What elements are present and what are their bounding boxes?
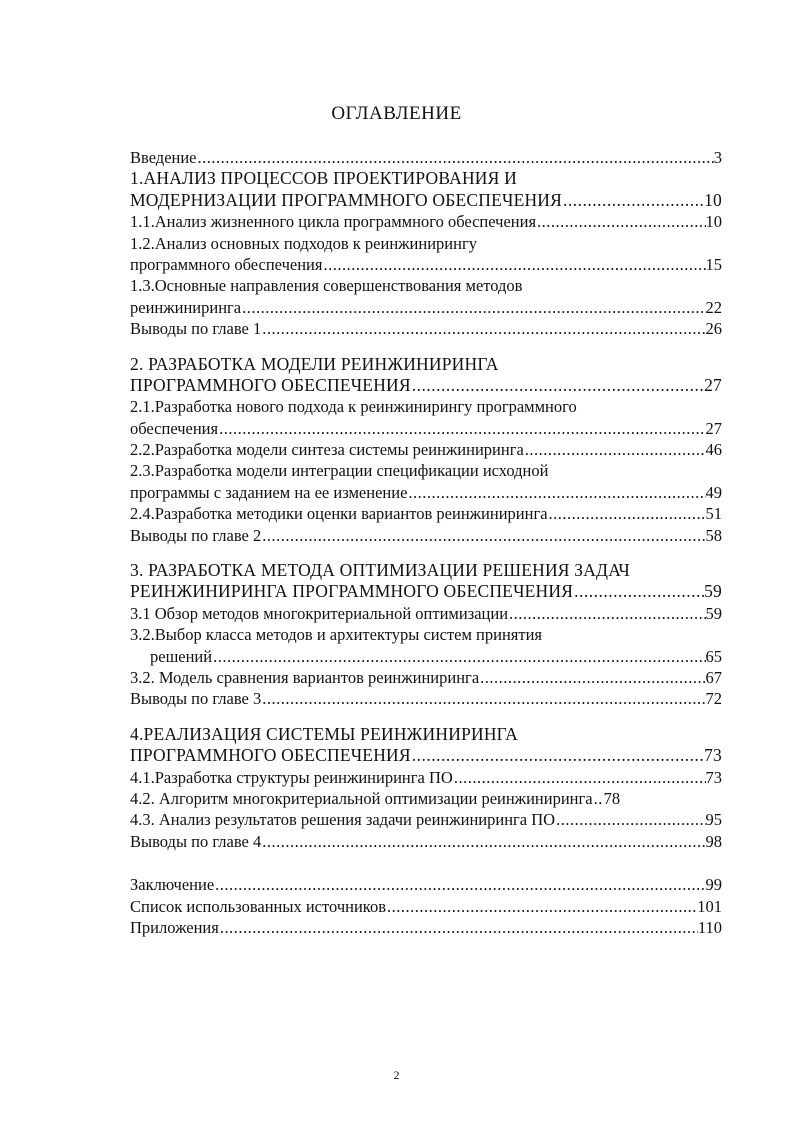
toc-entry-3-1[interactable] — [130, 603, 722, 624]
toc-page: 78 — [603, 788, 621, 808]
toc-entry-summary-4[interactable] — [130, 831, 722, 852]
toc-page: 10 — [705, 212, 722, 232]
toc-page: 58 — [705, 525, 722, 545]
toc-label: Введение — [130, 148, 197, 167]
toc-label: программного обеспечения — [130, 254, 323, 274]
toc-entry-summary-2[interactable] — [130, 525, 722, 546]
toc-entry-chapter-2[interactable] — [130, 375, 722, 396]
toc-label: ПРОГРАММНОГО ОБЕСПЕЧЕНИЯ — [130, 374, 411, 395]
toc-label: МОДЕРНИЗАЦИИ ПРОГРАММНОГО ОБЕСПЕЧЕНИЯ — [130, 189, 563, 210]
toc-label: 4.1.Разработка структуры реинжиниринга ПО — [130, 767, 453, 787]
toc-page: 67 — [705, 667, 722, 687]
toc-label: реинжиниринга — [130, 297, 242, 317]
toc-page: 59 — [704, 581, 722, 602]
toc-entry-2-2[interactable] — [130, 439, 722, 460]
chapter-4-heading: 4.РЕАЛИЗАЦИЯ СИСТЕМЫ РЕИНЖИНИРИНГА — [130, 723, 518, 744]
toc-label: 3.2. Модель сравнения вариантов реинжиниринга — [130, 667, 480, 687]
toc-page: 101 — [697, 896, 722, 916]
toc-entry-2-3[interactable] — [130, 482, 722, 503]
toc-page: 46 — [705, 440, 722, 460]
toc-label: Список использованных источников — [130, 896, 386, 916]
toc-label: 2.4.Разработка методики оценки вариантов реинжиниринга — [130, 504, 548, 524]
toc-page: 110 — [697, 917, 722, 937]
toc-page: 98 — [705, 831, 722, 851]
toc-entry-4-3[interactable] — [130, 809, 722, 830]
toc-label: программы с заданием на ее изменение — [130, 482, 408, 502]
toc-page: 59 — [705, 603, 722, 623]
toc-label: Приложения — [130, 917, 219, 937]
toc-label: 4.2. Алгоритм многокритериальной оптимизации реинжиниринга — [130, 788, 593, 808]
toc-entry-chapter-4[interactable] — [130, 745, 722, 766]
toc-page: 26 — [705, 319, 722, 339]
toc-label: Выводы по главе 1 — [130, 319, 262, 339]
toc-entry-sources[interactable] — [130, 896, 722, 917]
toc-entry-2-1-line1: 2.1.Разработка нового подхода к реинжинирингу программного — [130, 397, 577, 417]
toc-entry-2-1[interactable] — [130, 418, 722, 439]
toc-entry-2-3-line1: 2.3.Разработка модели интеграции спецификации исходной — [130, 461, 549, 481]
page-title: ОГЛАВЛЕНИЕ — [331, 103, 462, 124]
toc-label: Заключение — [130, 875, 215, 895]
toc-page: 65 — [705, 646, 722, 666]
toc-entry-2-4[interactable] — [130, 503, 722, 524]
chapter-3-heading: 3. РАЗРАБОТКА МЕТОДА ОПТИМИЗАЦИИ РЕШЕНИЯ ЗАДАЧ — [130, 560, 630, 581]
toc-page: 15 — [705, 254, 722, 274]
toc-page: 22 — [705, 297, 722, 317]
page-number: 2 — [393, 1068, 400, 1082]
toc-page: 95 — [705, 810, 722, 830]
toc-entry-intro[interactable] — [130, 147, 722, 168]
toc-entry-3-2-line1: 3.2.Выбор класса методов и архитектуры систем принятия — [130, 625, 543, 645]
toc-entry-conclusion[interactable] — [130, 874, 722, 895]
toc-entry-1-2-line1: 1.2.Анализ основных подходов к реинжинирингу — [130, 233, 477, 253]
toc-page: 73 — [704, 745, 722, 766]
toc-label: Выводы по главе 2 — [130, 525, 262, 545]
toc-entry-1-2[interactable] — [130, 254, 722, 275]
toc-entry-1-1[interactable] — [130, 211, 722, 232]
toc-page: 99 — [705, 875, 722, 895]
toc-entry-appendix[interactable] — [130, 917, 722, 938]
toc-label: 4.3. Анализ результатов решения задачи реинжиниринга ПО — [130, 810, 556, 830]
toc-page: 10 — [704, 189, 722, 210]
toc-entry-summary-1[interactable] — [130, 318, 722, 339]
toc-page: 73 — [705, 767, 722, 787]
toc-label: 1.1.Анализ жизненного цикла программного обеспечения — [130, 212, 537, 232]
toc-page: 72 — [705, 689, 722, 709]
toc-label: ПРОГРАММНОГО ОБЕСПЕЧЕНИЯ — [130, 745, 411, 766]
toc-page: 27 — [705, 418, 722, 438]
toc-label: Выводы по главе 4 — [130, 831, 262, 851]
toc-label: обеспечения — [130, 418, 219, 438]
toc-entry-chapter-3[interactable] — [130, 581, 722, 602]
toc-label: решений — [150, 646, 213, 666]
toc-entry-chapter-1[interactable] — [130, 190, 722, 211]
chapter-2-heading: 2. РАЗРАБОТКА МОДЕЛИ РЕИНЖИНИРИНГА — [130, 353, 499, 374]
toc-label: Выводы по главе 3 — [130, 689, 262, 709]
toc-label: 3.1 Обзор методов многокритериальной оптимизации — [130, 603, 509, 623]
toc-page: 27 — [704, 374, 722, 395]
table-of-contents — [130, 147, 722, 938]
toc-page: 49 — [705, 482, 722, 502]
toc-label: РЕИНЖИНИРИНГА ПРОГРАММНОГО ОБЕСПЕЧЕНИЯ — [130, 581, 574, 602]
toc-entry-1-3[interactable] — [130, 297, 722, 318]
toc-page: 3 — [713, 148, 722, 167]
toc-label: 2.2.Разработка модели синтеза системы реинжиниринга — [130, 440, 524, 460]
toc-entry-4-1[interactable] — [130, 767, 722, 788]
toc-entry-4-2[interactable] — [130, 788, 722, 809]
toc-entry-3-2[interactable] — [130, 646, 722, 667]
toc-entry-3-3[interactable] — [130, 667, 722, 688]
toc-entry-summary-3[interactable] — [130, 688, 722, 709]
toc-page: 51 — [705, 504, 722, 524]
toc-entry-1-3-line1: 1.3.Основные направления совершенствования методов — [130, 276, 523, 296]
chapter-1-heading: 1.АНАЛИЗ ПРОЦЕССОВ ПРОЕКТИРОВАНИЯ И — [130, 168, 517, 189]
